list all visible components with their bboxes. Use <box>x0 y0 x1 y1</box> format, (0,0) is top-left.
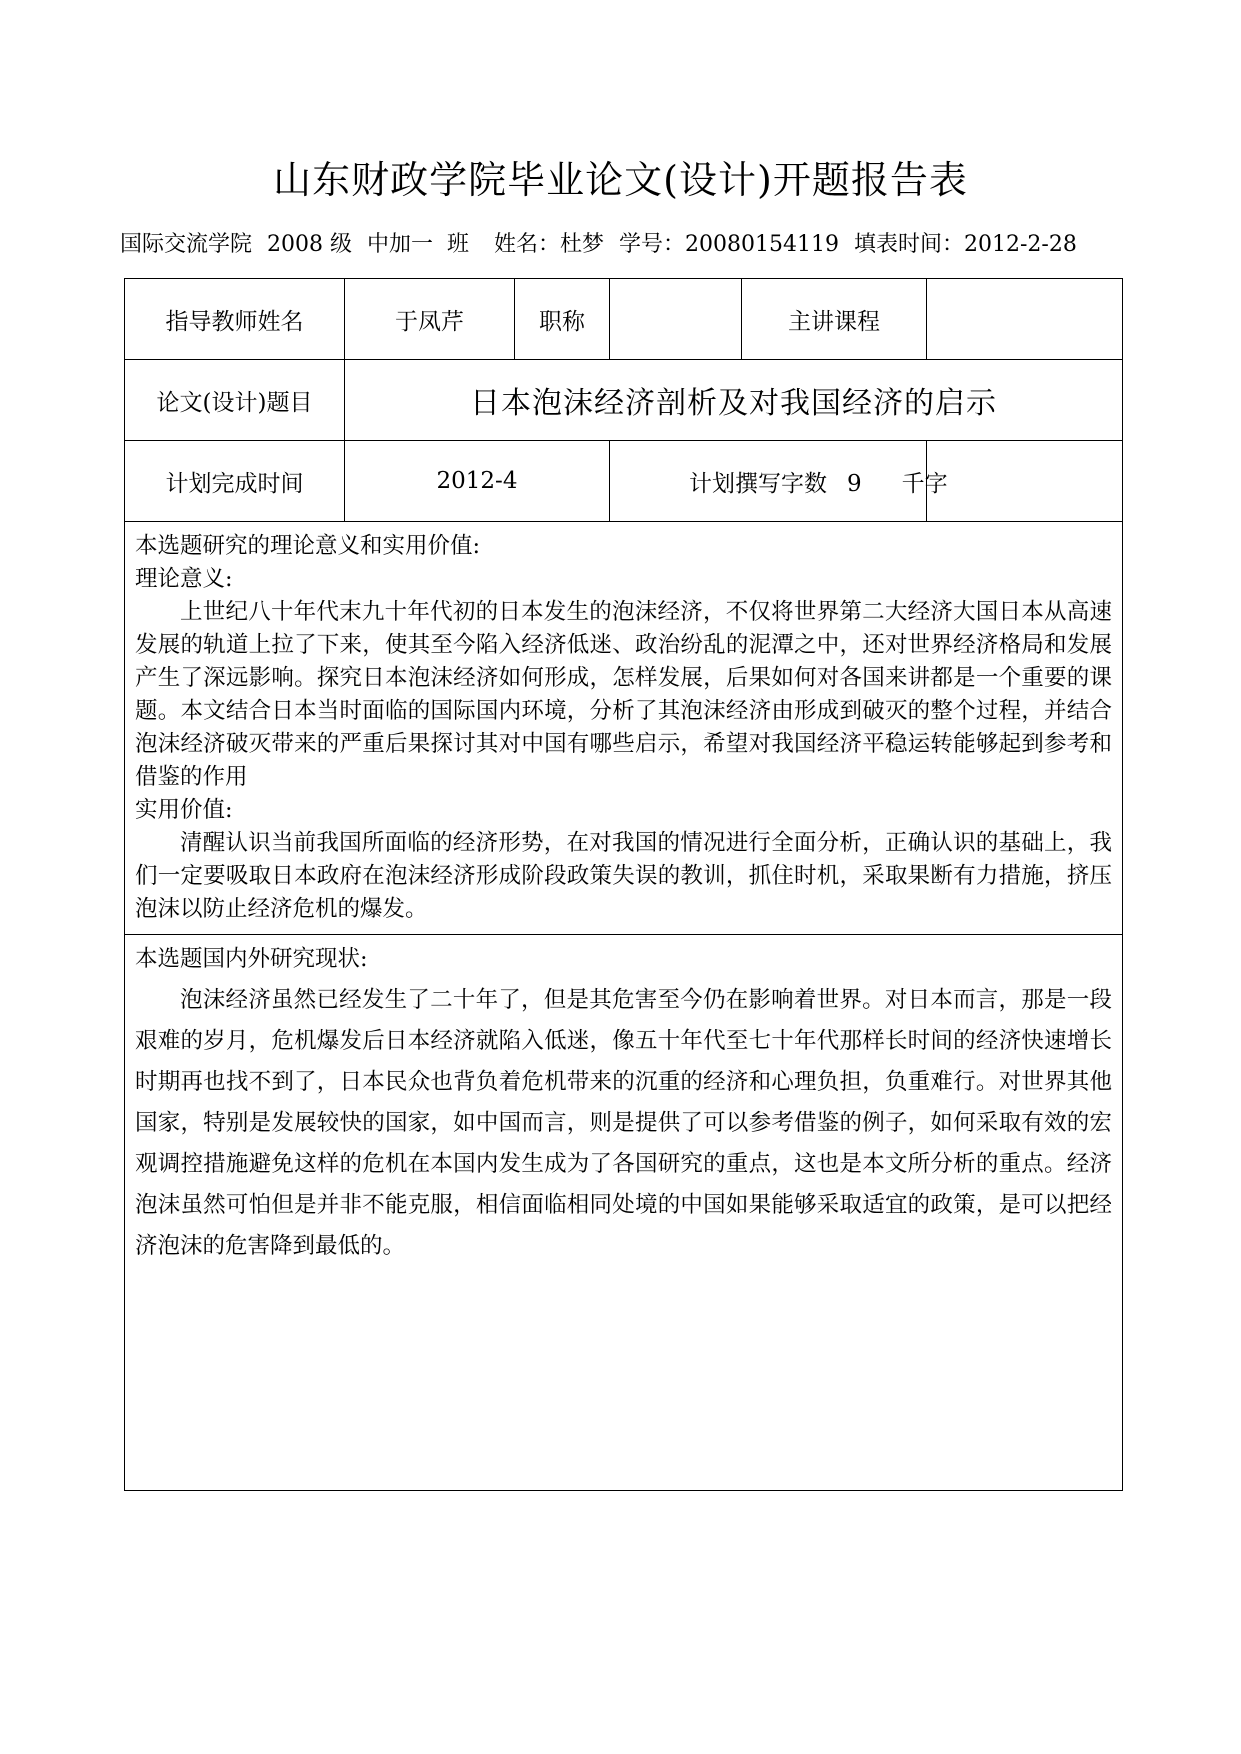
research-status-heading: 本选题国内外研究现状: <box>135 946 368 972</box>
significance-heading: 本选题研究的理论意义和实用价值: <box>135 533 481 559</box>
advisor-label: 指导教师姓名 <box>125 279 345 360</box>
college: 国际交流学院 <box>120 232 253 257</box>
theory-label: 理论意义: <box>135 566 233 592</box>
topic-label: 论文(设计)题目 <box>125 360 345 441</box>
advisor-value: 于凤芹 <box>345 279 515 360</box>
significance-section <box>125 522 1123 935</box>
fill-date: 填表时间：2012-2-28 <box>853 232 1077 257</box>
practical-label: 实用价值: <box>135 797 233 823</box>
proposal-table <box>124 278 1123 1491</box>
class-name: 中加一 班 <box>367 232 469 257</box>
topic-row <box>125 360 1123 441</box>
course-value <box>927 279 1123 360</box>
advisor-row <box>125 279 1123 360</box>
word-count-label: 计划撰写字数 <box>610 441 927 522</box>
student-id: 学号：20080154119 <box>619 232 839 257</box>
student-name: 姓名：杜梦 <box>494 232 605 257</box>
research-status-section <box>125 935 1123 1491</box>
plan-row <box>125 441 1123 522</box>
plan-time-label: 计划完成时间 <box>125 441 345 522</box>
word-count-value: 9 <box>847 470 862 497</box>
practical-text: 清醒认识当前我国所面临的经济形势，在对我国的情况进行全面分析，正确认识的基础上，我们一定要吸取日本政府在泡沫经济形成阶段政策失误的教训，抓住时机，采取果断有力措施，挤压泡沫以防止经济危机的爆发。 <box>135 830 1112 922</box>
plan-time-value: 2012-4 <box>345 441 610 522</box>
rank-value <box>610 279 742 360</box>
course-label: 主讲课程 <box>742 279 927 360</box>
word-count-cell <box>847 441 1123 522</box>
topic-value: 日本泡沫经济剖析及对我国经济的启示 <box>345 360 1123 441</box>
rank-label: 职称 <box>515 279 610 360</box>
form-title: 山东财政学院毕业论文(设计)开题报告表 <box>273 158 968 202</box>
research-status-text: 泡沫经济虽然已经发生了二十年了，但是其危害至今仍在影响着世界。对日本而言，那是一段艰难的岁月，危机爆发后日本经济就陷入低迷，像五十年代至七十年代那样长时间的经济快速增长时期再也找不到了，日本民众也背负着危机带来的沉重的经济和心理负担，负重难行。对世界其他国家，特别是发展较快的国家，如中国而言，则是提供了可以参考借鉴的例子，如何采取有效的宏观调控措施避免这样的危机在本国内发生成为了各国研究的重点，这也是本文所分析的重点。经济泡沫虽然可怕但是并非不能克服，相信面临相同处境的中国如果能够采取适宜的政策，是可以把经济泡沫的危害降到最低的。 <box>135 987 1112 1259</box>
research-status-row <box>125 935 1123 1491</box>
grade: 2008 级 <box>267 232 352 257</box>
significance-row <box>125 522 1123 935</box>
theory-text: 上世纪八十年代末九十年代初的日本发生的泡沫经济，不仅将世界第二大经济大国日本从高速发展的轨道上拉了下来，使其至今陷入经济低迷、政治纷乱的泥潭之中，还对世界经济格局和发展产生了深远影响。探究日本泡沫经济如何形成，怎样发展，后果如何对各国来讲都是一个重要的课题。本文结合日本当时面临的国际国内环境，分析了其泡沫经济由形成到破灭的整个过程，并结合泡沫经济破灭带来的严重后果探讨其对中国有哪些启示，希望对我国经济平稳运转能够起到参考和借鉴的作用 <box>135 599 1112 790</box>
word-count-unit: 千字 <box>901 470 948 497</box>
student-info-line <box>120 228 1130 262</box>
